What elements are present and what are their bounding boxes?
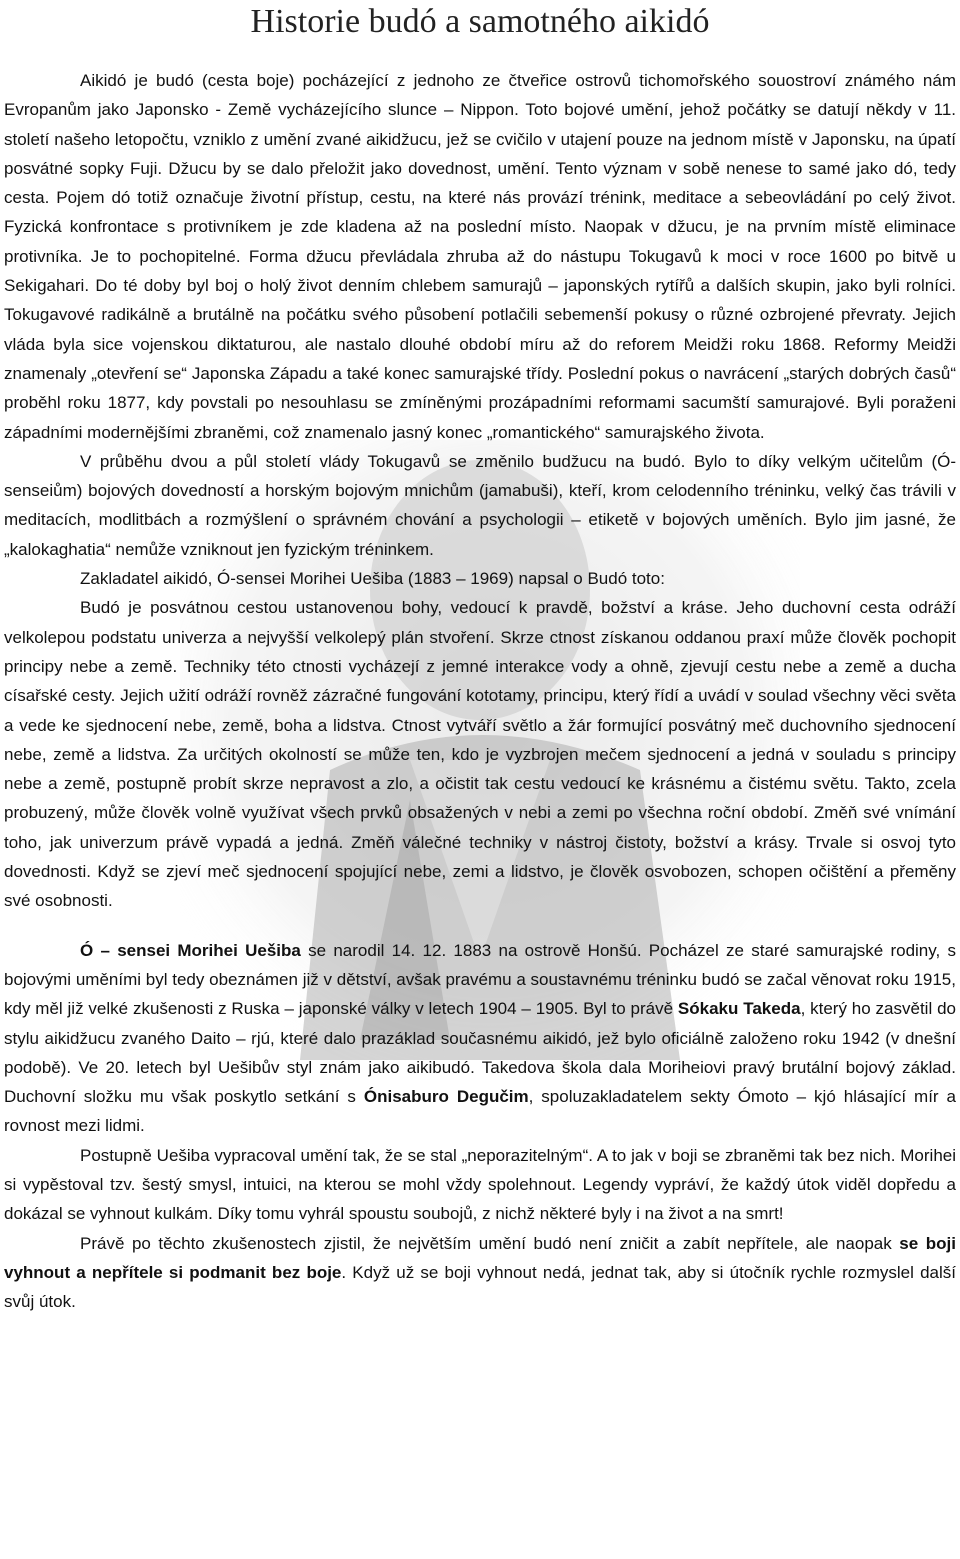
body-text: V průběhu dvou a půl století vlády Tokugavů se změnilo budžucu na budó. Bylo to díky velkým učitelům (Ó-senseiům) bojových dovedností a horským bojovým mnichům (jamabuši), kteří, krom celodenního tréninku, velký čas trávili v meditacích, modlitbách a rozmýšlení o správném chování a psychologii – etiketě v bojových uměních. Bylo jim jasné, že „kalokaghatia“ nemůže vzniknout jen fyzickým tréninkem.	[4, 451, 956, 559]
bold-text: se boji vyhnout a nepřítele si podmanit bez boje	[4, 1233, 956, 1282]
body-text: , který ho zasvětil do stylu aikidžucu zvaného Daito – rjú, které dalo prazáklad současnému aikidó, jež bylo oficiálně založeno roku 1942 (v dnešní podobě). Ve 20. letech byl Uešibův styl znám jako aikibudó. Takedova škola dala Moriheiovi pravý brutální bojový základ. Duchovní složku mu však poskytlo setkání s	[4, 999, 956, 1107]
body-text: , spoluzakladatelem sekty Ómoto – kjó hlásající mír a rovnost mezi lidmi.	[4, 1087, 956, 1136]
paragraph-p6	[4, 1141, 956, 1229]
bold-text: Ó – sensei Morihei Uešiba	[80, 940, 301, 960]
body-text: . Když už se boji vyhnout nedá, jednat tak, aby si útočník rychle rozmyslel další svůj útok.	[4, 1262, 956, 1312]
paragraph-p1	[4, 66, 956, 447]
page-title: Historie budó a samotného aikidó	[250, 3, 710, 40]
bold-text: Ónisaburo Degučim	[363, 1087, 529, 1107]
paragraph-gap	[4, 916, 956, 936]
paragraph-p4	[4, 593, 956, 915]
bold-text: Sókaku Takeda	[677, 999, 801, 1019]
body-text: Aikidó je budó (cesta boje) pocházející z jednoho ze čtveřice ostrovů tichomořského souostroví známého nám Evropanům jako Japonsko - Země vycházejícího slunce – Nippon. Toto bojové umění, jehož počátky se datují někdy v 11. století našeho letopočtu, vzniklo z umění zvané aikidžucu, jež se cvičilo v utajení pouze na jednom místě v Japonsku, na úpatí posvátné sopky Fuji. Džucu by se dalo přeložit jako dovednost, umění. Tento význam v sobě nenese to samé jako dó, tedy cesta. Pojem dó totiž označuje životní přístup, cestu, na které nás provází trénink, meditace a sebeovládání po celý život. Fyzická konfrontace s protivníkem je zde kladena až na poslední místo. Naopak v džucu, je na prvním místě eliminace protivníka. Je to pochopitelné. Forma džucu převládala zhruba až do nástupu Tokugavů k moci v roce 1600 po bitvě u Sekigahari. Do té doby byl boj o holý život denním chlebem samurajů – japonských rytířů a dalších skupin, jako byli rolníci. Tokugavové radikálně a brutálně na počátku svého působení potlačili sebemenší pokusy o různé ozbrojené převraty. Jejich vláda byla sice vojenskou diktaturou, ale nastalo dlouhé období míru až do reforem Meidži roku 1868. Reformy Meidži znamenaly „otevření se“ Japonska Západu a také konec samurajské třídy. Poslední pokus o navrácení „starých dobrých časů“ proběhl roku 1877, kdy povstali po nesouhlasu se zmíněnými prozápadními reformami sacumští samurajové. Byli poraženi západními modernějšími zbraněmi, což znamenalo jasný konec „romantického“ samurajského života.	[4, 71, 956, 442]
paragraph-p5	[4, 936, 956, 1141]
body-text: Budó je posvátnou cestou ustanovenou bohy, vedoucí k pravdě, božství a kráse. Jeho duchovní cesta odráží velkolepou podstatu univerza a nejvyšší velkolepý plán stvoření. Skrze ctnost získanou oddanou praxí může člověk pochopit principy nebe a země. Techniky této ctnosti vycházejí z jemné interakce vody a ohně, zjevují cestu nebe a země a ducha císařské cesty. Jejich užití odráží rovněž zázračné fungování kototamy, principu, který řídí a uvádí v soulad všechny věci světa a vede ke sjednocení nebe, země, boha a lidstva. Ctnost vytváří světlo a žár formující posvátný meč duchovního sjednocení nebe, země a lidstva. Za určitých okolností se může ten, kdo je vyzbrojen mečem sjednocení a jedná v souladu s principy nebe a země, postupně probít skrze nepravost a zlo, a očistit tak cestu vedoucí ke krásnému a čistému světu. Takto, zcela probuzený, může člověk volně využívat všech prvků obsažených v nebi a zemi po všechna roční období. Změň své vnímání toho, jak univerzum právě vypadá a jedná. Změň válečné techniky v nástroj čistoty, božství a krásy. Trvale si osvoj tyto dovednosti. Když se zjeví meč sjednocení spojující nebe, zemi a lidstvo, je člověk osvobozen, schopen očištění a přeměny své osobnosti.	[4, 598, 956, 911]
body-text: se narodil 14. 12. 1883 na ostrově Honšú. Pocházel ze staré samurajské rodiny, s bojovými uměními byl tedy obeznámen již v dětství, avšak pravému a soustavnému tréninku budó se začal věnovat roku 1915, kdy měl již velké zkušenosti z Ruska – japonské války v letech 1904 – 1905. Byl to právě	[4, 940, 956, 1019]
body-text: Postupně Uešiba vypracoval umění tak, že se stal „neporazitelným“. A to jak v boji se zbraněmi tak bez nich. Morihei si vypěstoval tzv. šestý smysl, intuici, na kterou se mohl vždy spolehnout. Legendy vypráví, že každý útok viděl dopředu a dokázal se vyhnout kulkám. Díky tomu vyhrál spoustu soubojů, z nichž některé byly i na život a na smrt!	[4, 1145, 956, 1224]
paragraph-p2	[4, 447, 956, 564]
body-text: Právě po těchto zkušenostech zjistil, že největším umění budó není zničit a zabít nepřítele, ale naopak	[80, 1233, 900, 1253]
document-body	[4, 66, 956, 1316]
paragraph-p3	[4, 564, 956, 593]
body-text: Zakladatel aikidó, Ó-sensei Morihei Uešiba (1883 – 1969) napsal o Budó toto:	[80, 569, 665, 589]
paragraph-p7	[4, 1229, 956, 1317]
